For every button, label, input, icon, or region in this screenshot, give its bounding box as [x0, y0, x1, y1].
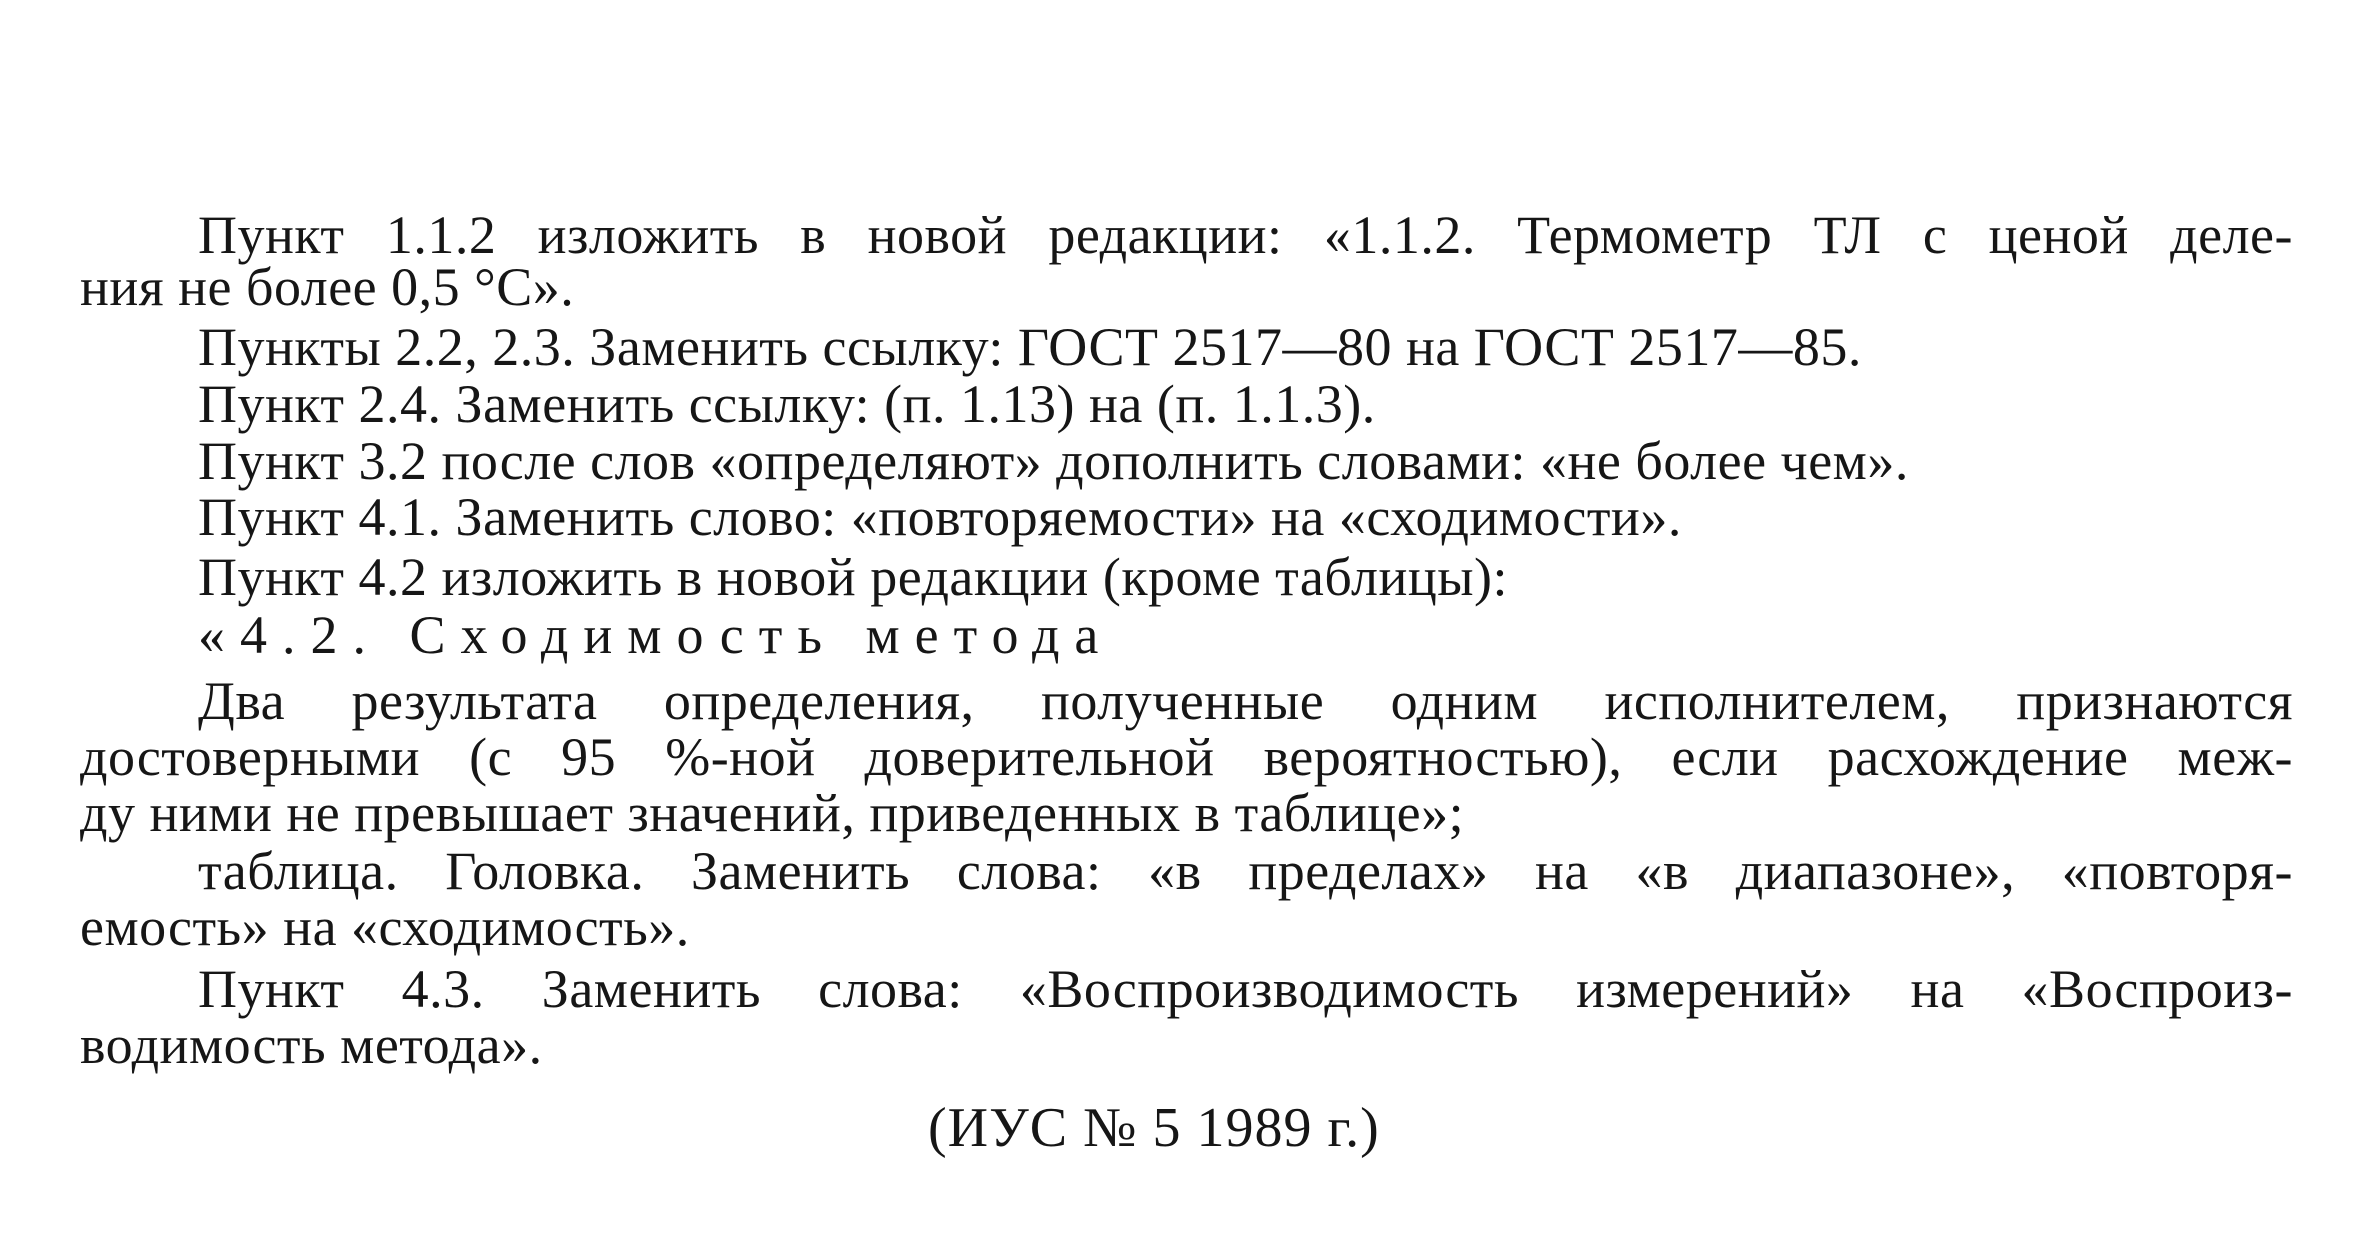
- text-line: Пункт 4.2 изложить в новой редакции (кроме таблицы):: [198, 547, 1509, 607]
- publication-reference: (ИУС № 5 1989 г.): [928, 1097, 1380, 1159]
- text-line: достоверными (с 95 %-ной доверительной вероятностью), если расхождение меж-: [80, 727, 2293, 787]
- text-line: Пункт 1.1.2 изложить в новой редакции: «1.1.2. Термометр ТЛ с ценой деле-: [198, 205, 2293, 265]
- text-line: ния не более 0,5 °С».: [80, 257, 575, 317]
- text-line: Два результата определения, полученные одним исполнителем, признаются: [198, 671, 2293, 731]
- text-line: Пункт 3.2 после слов «определяют» дополнить словами: «не более чем».: [198, 431, 1909, 491]
- text-line: Пункты 2.2, 2.3. Заменить ссылку: ГОСТ 2517—80 на ГОСТ 2517—85.: [198, 317, 1862, 377]
- text-line: ду ними не превышает значений, приведенных в таблице»;: [80, 783, 1465, 843]
- text-line: Пункт 4.3. Заменить слова: «Воспроизводимость измерений» на «Воспроиз-: [198, 959, 2293, 1019]
- text-line: Пункт 4.1. Заменить слово: «повторяемости» на «сходимости».: [198, 487, 1682, 547]
- section-heading: «4.2. Сходимость метода: [198, 605, 1114, 665]
- text-line: емость» на «сходимость».: [80, 897, 690, 957]
- text-line: водимость метода».: [80, 1015, 543, 1075]
- text-line: Пункт 2.4. Заменить ссылку: (п. 1.13) на (п. 1.1.3).: [198, 374, 1376, 434]
- text-line: таблица. Головка. Заменить слова: «в пределах» на «в диапазоне», «повторя-: [198, 841, 2293, 901]
